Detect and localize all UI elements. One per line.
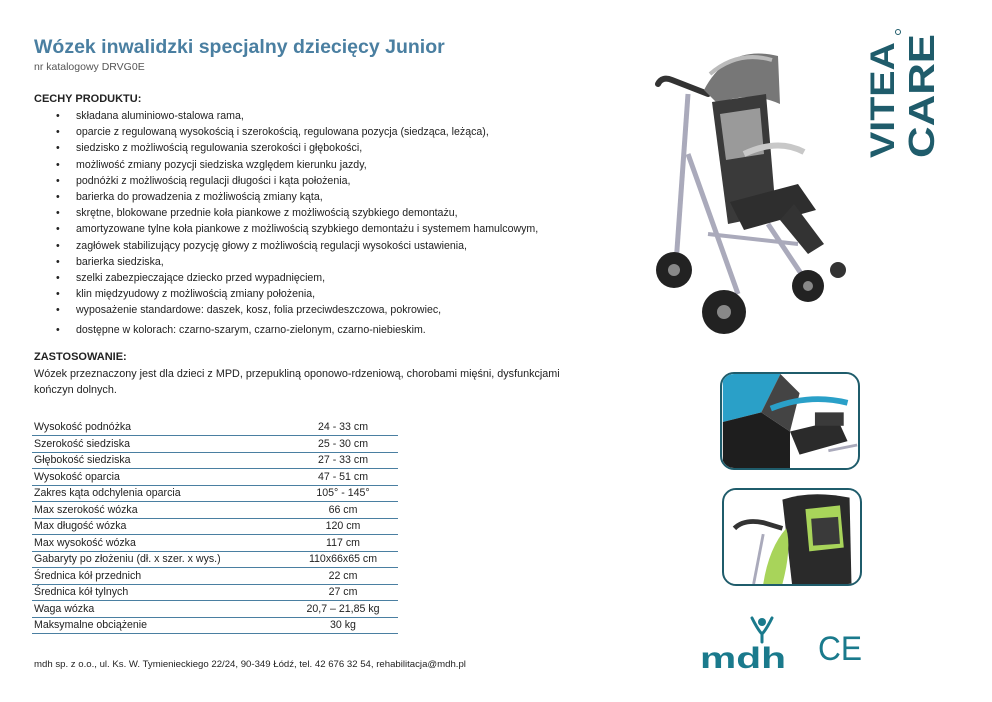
list-item: • dostępne w kolorach: czarno-szarym, czarno-zielonym, czarno-niebieskim. xyxy=(34,322,624,338)
detail-photo-blue xyxy=(720,372,860,470)
spec-value: 117 cm xyxy=(288,535,398,552)
mdh-text: mdh xyxy=(700,642,786,672)
list-item: • klin międzyudowy z możliwością zmiany położenia, xyxy=(34,286,624,302)
page-title: Wózek inwalidzki specjalny dziecięcy Junior xyxy=(34,36,445,58)
list-item: • możliwość zmiany pozycji siedziska względem kierunku jazdy, xyxy=(34,157,624,173)
list-item: • oparcie z regulowaną wysokością i szerokością, regulowana pozycja (siedząca, leżąca), xyxy=(34,124,624,140)
table-row xyxy=(32,452,398,469)
spec-value: 25 - 30 cm xyxy=(288,436,398,453)
table-row xyxy=(32,485,398,502)
list-item: • skrętne, blokowane przednie koła piankowe z możliwością szybkiego demontażu, xyxy=(34,205,624,221)
list-item: • barierka siedziska, xyxy=(34,254,624,270)
spec-label: Zakres kąta odchylenia oparcia xyxy=(32,485,288,502)
ce-text: CE xyxy=(818,630,862,664)
spec-value: 27 - 33 cm xyxy=(288,452,398,469)
spec-value: 110x66x65 cm xyxy=(288,551,398,568)
specs-table xyxy=(32,419,398,634)
detail-image-blue xyxy=(722,374,858,468)
spec-value: 27 cm xyxy=(288,584,398,601)
usage-text: Wózek przeznaczony jest dla dzieci z MPD, przepukliną oponowo-rdzeniową, chorobami mięśni, dysfunkcjami kończyn dolnych. xyxy=(34,368,560,396)
features-list xyxy=(34,108,624,338)
list-item: • siedzisko z możliwością regulowania szerokości i głębokości, xyxy=(34,140,624,156)
ce-mark-logo xyxy=(818,630,864,664)
table-row xyxy=(32,535,398,552)
table-row xyxy=(32,601,398,618)
spec-label: Max wysokość wózka xyxy=(32,535,288,552)
list-item: • zagłówek stabilizujący pozycję głowy z możliwością regulacji wysokości ustawienia, xyxy=(34,238,624,254)
table-row xyxy=(32,436,398,453)
footer-contact: mdh sp. z o.o., ul. Ks. W. Tymienieckiego 22/24, 90-349 Łódź, tel. 42 676 32 54, rehabilitacja@mdh.pl xyxy=(34,659,466,670)
features-heading: CECHY PRODUKTU: xyxy=(34,93,142,105)
mdh-figure-icon xyxy=(752,618,772,642)
table-row xyxy=(32,617,398,634)
list-item: • szelki zabezpieczające dziecko przed wypadnięciem, xyxy=(34,270,624,286)
spec-label: Gabaryty po złożeniu (dł. x szer. x wys.) xyxy=(32,551,288,568)
logo-vitea-text: VITEA xyxy=(864,57,902,158)
spec-value: 105° - 145° xyxy=(288,485,398,502)
spec-label: Głębokość siedziska xyxy=(32,452,288,469)
spec-label: Średnica kół tylnych xyxy=(32,584,288,601)
table-row xyxy=(32,502,398,519)
spec-label: Max długość wózka xyxy=(32,518,288,535)
spec-value: 30 kg xyxy=(288,617,398,634)
spec-value: 24 - 33 cm xyxy=(288,419,398,436)
spec-label: Wysokość oparcia xyxy=(32,469,288,486)
spec-value: 47 - 51 cm xyxy=(288,469,398,486)
spec-label: Max szerokość wózka xyxy=(32,502,288,519)
table-row xyxy=(32,419,398,436)
usage-heading: ZASTOSOWANIE: xyxy=(34,351,127,363)
spec-label: Wysokość podnóżka xyxy=(32,419,288,436)
spec-label: Szerokość siedziska xyxy=(32,436,288,453)
detail-photo-green xyxy=(722,488,862,586)
spec-value: 22 cm xyxy=(288,568,398,585)
table-row xyxy=(32,568,398,585)
list-item: • barierka do prowadzenia z możliwością zmiany kąta, xyxy=(34,189,624,205)
list-item: • składana aluminiowo-stalowa rama, xyxy=(34,108,624,124)
table-row xyxy=(32,584,398,601)
table-row xyxy=(32,469,398,486)
spec-value: 20,7 – 21,85 kg xyxy=(288,601,398,618)
list-item: • amortyzowane tylne koła piankowe z możliwością szybkiego demontażu i systemem hamulcowym, xyxy=(34,221,624,237)
spec-label: Średnica kół przednich xyxy=(32,568,288,585)
wheelchair-photo xyxy=(648,34,860,344)
table-row xyxy=(32,518,398,535)
detail-image-green xyxy=(724,490,860,584)
logo-care-text: CARE xyxy=(901,55,942,158)
table-row xyxy=(32,551,398,568)
spec-value: 66 cm xyxy=(288,502,398,519)
spec-value: 120 cm xyxy=(288,518,398,535)
list-item: • wyposażenie standardowe: daszek, kosz, folia przeciwdeszczowa, pokrowiec, xyxy=(34,302,624,318)
spec-label: Maksymalne obciążenie xyxy=(32,617,288,634)
catalog-number: nr katalogowy DRVG0E xyxy=(34,61,145,73)
spec-label: Waga wózka xyxy=(32,601,288,618)
vitea-care-logo xyxy=(858,26,942,166)
mdh-logo xyxy=(698,612,790,672)
list-item: • podnóżki z możliwością regulacji długości i kąta położenia, xyxy=(34,173,624,189)
